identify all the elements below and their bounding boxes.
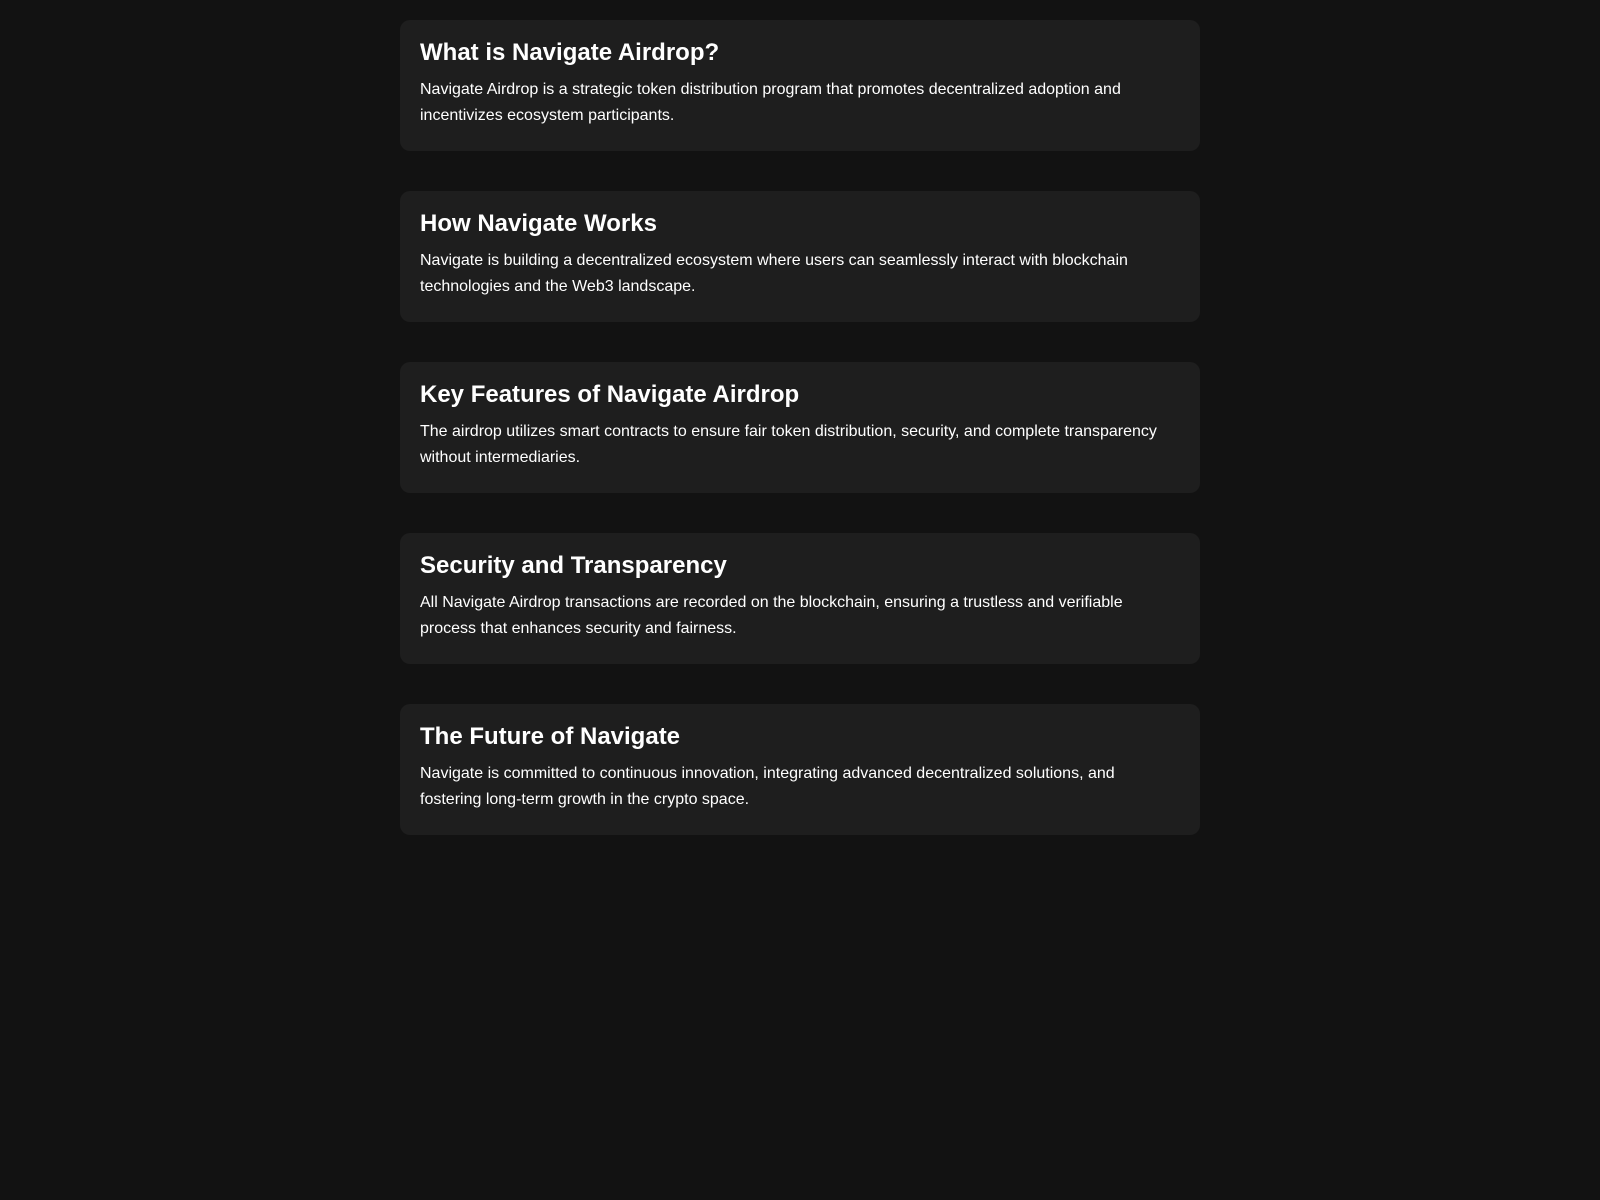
section-title: Key Features of Navigate Airdrop — [420, 381, 800, 408]
section-body: Navigate Airdrop is a strategic token distribution program that promotes decentralized adoption and incentivizes ecosystem participants. — [420, 81, 1121, 124]
section-what-is-navigate-airdrop — [400, 20, 1200, 151]
section-security-and-transparency — [400, 533, 1200, 664]
section-title: The Future of Navigate — [420, 723, 681, 750]
section-body: All Navigate Airdrop transactions are recorded on the blockchain, ensuring a trustless and verifiable process that enhances security and fairness. — [420, 594, 1123, 637]
section-key-features — [400, 362, 1200, 493]
section-future-of-navigate — [400, 704, 1200, 835]
section-title: Security and Transparency — [420, 552, 727, 579]
section-body: The airdrop utilizes smart contracts to ensure fair token distribution, security, and complete transparency without intermediaries. — [420, 423, 1157, 466]
section-body: Navigate is committed to continuous innovation, integrating advanced decentralized solutions, and fostering long-term growth in the crypto space. — [420, 765, 1115, 808]
main-content — [400, 0, 1200, 835]
section-title: What is Navigate Airdrop? — [420, 39, 720, 66]
section-body: Navigate is building a decentralized ecosystem where users can seamlessly interact with blockchain technologies and the Web3 landscape. — [420, 252, 1128, 295]
section-title: How Navigate Works — [420, 210, 657, 237]
section-how-navigate-works — [400, 191, 1200, 322]
